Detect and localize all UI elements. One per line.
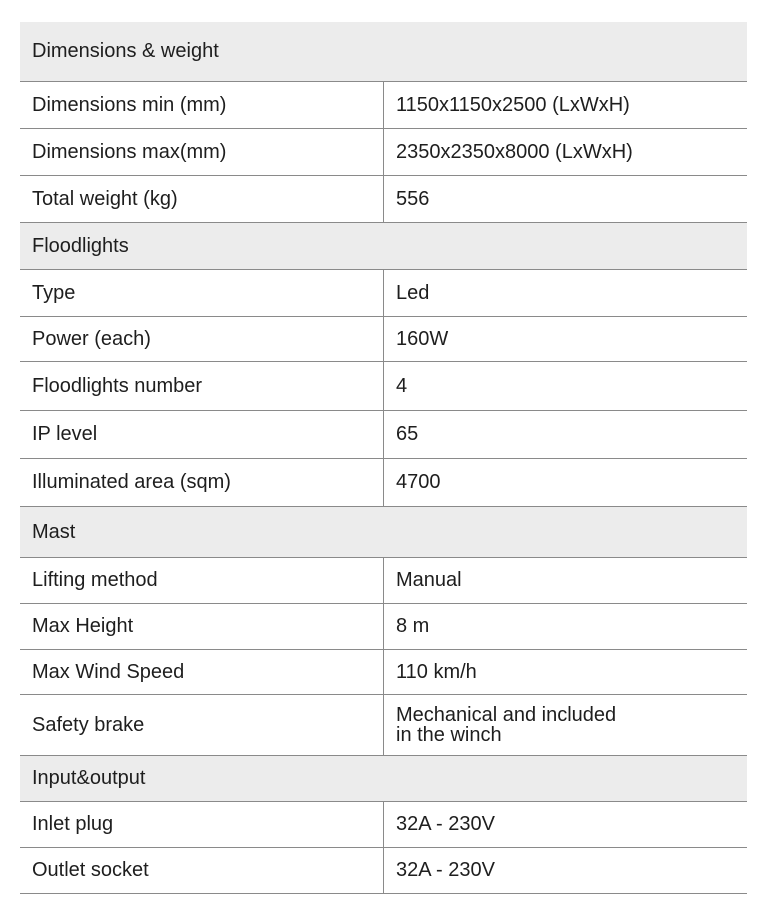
- row-value: 4700: [384, 458, 748, 506]
- row-label: Max Wind Speed: [20, 649, 384, 694]
- row-label: Total weight (kg): [20, 175, 384, 222]
- section-title: Input&output: [20, 755, 747, 801]
- row-value: Led: [384, 269, 748, 316]
- row-label: Dimensions max(mm): [20, 128, 384, 175]
- section-title: Dimensions & weight: [20, 22, 747, 81]
- row-value: 2350x2350x8000 (LxWxH): [384, 128, 748, 175]
- table-row: [20, 269, 747, 316]
- row-label: Safety brake: [20, 694, 384, 755]
- row-label: Power (each): [20, 316, 384, 361]
- table-row: [20, 649, 747, 694]
- row-label: Type: [20, 269, 384, 316]
- row-label: Outlet socket: [20, 847, 384, 893]
- table-row: [20, 81, 747, 128]
- row-value: 4: [384, 361, 748, 410]
- section-header: [20, 22, 747, 81]
- table-row: [20, 847, 747, 893]
- row-label: Floodlights number: [20, 361, 384, 410]
- row-value: 556: [384, 175, 748, 222]
- spec-table: [20, 22, 747, 894]
- row-label: Max Height: [20, 603, 384, 649]
- table-row: [20, 801, 747, 847]
- row-value: 32A - 230V: [384, 847, 748, 893]
- row-value: 32A - 230V: [384, 801, 748, 847]
- table-row: [20, 128, 747, 175]
- section-header: [20, 506, 747, 557]
- row-value: 1150x1150x2500 (LxWxH): [384, 81, 748, 128]
- table-row: [20, 175, 747, 222]
- row-label: Dimensions min (mm): [20, 81, 384, 128]
- row-value: 110 km/h: [384, 649, 748, 694]
- row-value: 8 m: [384, 603, 748, 649]
- row-value: 160W: [384, 316, 748, 361]
- row-label: Inlet plug: [20, 801, 384, 847]
- row-value: Manual: [384, 557, 748, 603]
- table-row: [20, 316, 747, 361]
- table-row: [20, 361, 747, 410]
- section-title: Mast: [20, 506, 747, 557]
- table-row: [20, 410, 747, 458]
- table-row: [20, 557, 747, 603]
- section-header: [20, 755, 747, 801]
- row-value: Mechanical and included in the winch: [384, 694, 748, 755]
- table-row: [20, 458, 747, 506]
- row-value: 65: [384, 410, 748, 458]
- row-label: IP level: [20, 410, 384, 458]
- section-header: [20, 222, 747, 269]
- row-label: Illuminated area (sqm): [20, 458, 384, 506]
- row-label: Lifting method: [20, 557, 384, 603]
- table-row: [20, 603, 747, 649]
- table-row: [20, 694, 747, 755]
- section-title: Floodlights: [20, 222, 747, 269]
